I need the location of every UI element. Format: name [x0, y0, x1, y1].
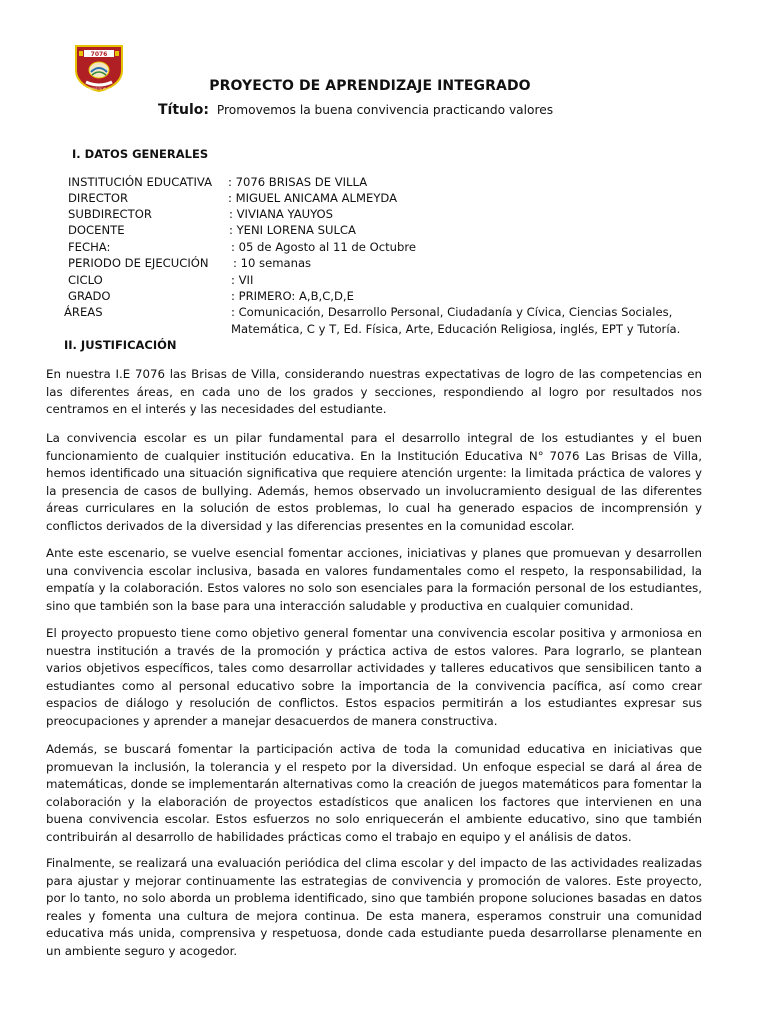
datos-label: INSTITUCIÓN EDUCATIVA — [68, 175, 213, 189]
datos-value: : 10 semanas — [233, 256, 312, 270]
subtitle-label: Título: — [158, 102, 210, 118]
datos-label: SUBDIRECTOR — [68, 207, 152, 221]
justificacion-paragraph: En nuestra I.E 7076 las Brisas de Villa, considerando nuestras expectativas de logro de las competencias en las diferentes áreas, en cada uno de los grados y secciones, respondiendo al logro por resultados nos centramos en el interés y las necesidades del estudiante. — [46, 367, 702, 416]
justificacion-paragraph: La convivencia escolar es un pilar fundamental para el desarrollo integral de los estudiantes y el buen funcionamiento de cualquier institución educativa. En la Institución Educativa N° 7076 Las Brisas de Villa, hemos identificado una situación significativa que requiere atención urgente: la limitada práctica de valores y la presencia de casos de bullying. Además, hemos observado un involucramiento desigual de las diferentes áreas curriculares en la solución de estos problemas, lo cual ha generado espacios de incomprensión y conflictos derivados de la diversidad y las diferencias presentes en la comunidad escolar. — [46, 431, 702, 533]
justificacion-paragraph: Ante este escenario, se vuelve esencial fomentar acciones, iniciativas y planes que promuevan y desarrollen una convivencia escolar inclusiva, basada en valores fundamentales como el respeto, la responsabilidad, la empatía y la colaboración. Estos valores no solo son esenciales para la formación personal de los estudiantes, sino que también son la base para una interacción saludable y productiva en cualquier comunidad. — [46, 546, 702, 613]
datos-value: Matemática, C y T, Ed. Física, Arte, Educación Religiosa, inglés, EPT y Tutoría. — [231, 322, 681, 336]
datos-value: : 7076 BRISAS DE VILLA — [228, 175, 368, 189]
section-heading-datos-generales: I. DATOS GENERALES — [72, 147, 209, 161]
document-title: PROYECTO DE APRENDIZAJE INTEGRADO — [209, 78, 531, 94]
justificacion-paragraph: Además, se buscará fomentar la participación activa de toda la comunidad educativa en iniciativas que promuevan la inclusión, la tolerancia y el respeto por la diversidad. Un enfoque especial se dará al área de matemáticas, donde se implementarán alternativas como la creación de juegos matemáticos para fomentar la colaboración y la elaboración de proyectos estadísticos que analicen los factores que intervienen en una buena convivencia escolar. Estos esfuerzos no solo enriquecerán el ambiente educativo, sino que también contribuirán al desarrollo de habilidades prácticas como el trabajo en equipo y el análisis de datos. — [46, 742, 702, 844]
datos-label: FECHA: — [68, 240, 111, 254]
datos-value: : VII — [231, 273, 254, 287]
datos-value: : MIGUEL ANICAMA ALMEYDA — [228, 191, 398, 205]
datos-value: : Comunicación, Desarrollo Personal, Ciudadanía y Cívica, Ciencias Sociales, — [231, 305, 673, 319]
datos-label: DIRECTOR — [68, 191, 129, 205]
datos-value: : PRIMERO: A,B,C,D,E — [231, 289, 354, 303]
datos-label: PERIODO DE EJECUCIÓN — [68, 256, 209, 270]
crest-top-text: 7076 — [90, 51, 108, 58]
datos-label: ÁREAS — [64, 305, 103, 319]
crest-bottom-text: BRISAS DE VILLA — [87, 87, 111, 91]
subtitle-text: Promovemos la buena convivencia practicando valores — [216, 103, 554, 117]
datos-label: GRADO — [68, 289, 111, 303]
datos-value: : YENI LORENA SULCA — [229, 223, 356, 237]
justificacion-paragraph: Finalmente, se realizará una evaluación periódica del clima escolar y del impacto de las actividades realizadas para ajustar y mejorar continuamente las estrategias de convivencia y promoción de valores. Este proyecto, por lo tanto, no solo aborda un problema identificado, sino que también propone soluciones basadas en datos reales y fomenta una cultura de mejora continua. De esta manera, esperamos construir una comunidad educativa más unida, comprensiva y respetuosa, donde cada estudiante pueda desarrollarse plenamente en un ambiente seguro y acogedor. — [46, 856, 702, 958]
datos-value: : 05 de Agosto al 11 de Octubre — [231, 240, 416, 254]
datos-label: CICLO — [68, 273, 103, 287]
datos-label: DOCENTE — [68, 223, 125, 237]
section-heading-justificacion: II. JUSTIFICACIÓN — [64, 338, 177, 352]
document-subtitle — [158, 102, 553, 118]
justificacion-paragraph: El proyecto propuesto tiene como objetivo general fomentar una convivencia escolar positiva y armoniosa en nuestra institución a través de la promoción y práctica activa de estos valores. Para lograrlo, se plantean varios objetivos específicos, tales como desarrollar actividades y talleres educativos que sensibilicen tanto a estudiantes como al personal educativo sobre la importancia de la convivencia pacífica, así como crear espacios de diálogo y resolución de conflictos. Estos espacios permitirán a los estudiantes expresar sus preocupaciones y aprender a manejar desacuerdos de manera constructiva. — [46, 626, 702, 728]
datos-value: : VIVIANA YAUYOS — [229, 207, 334, 221]
